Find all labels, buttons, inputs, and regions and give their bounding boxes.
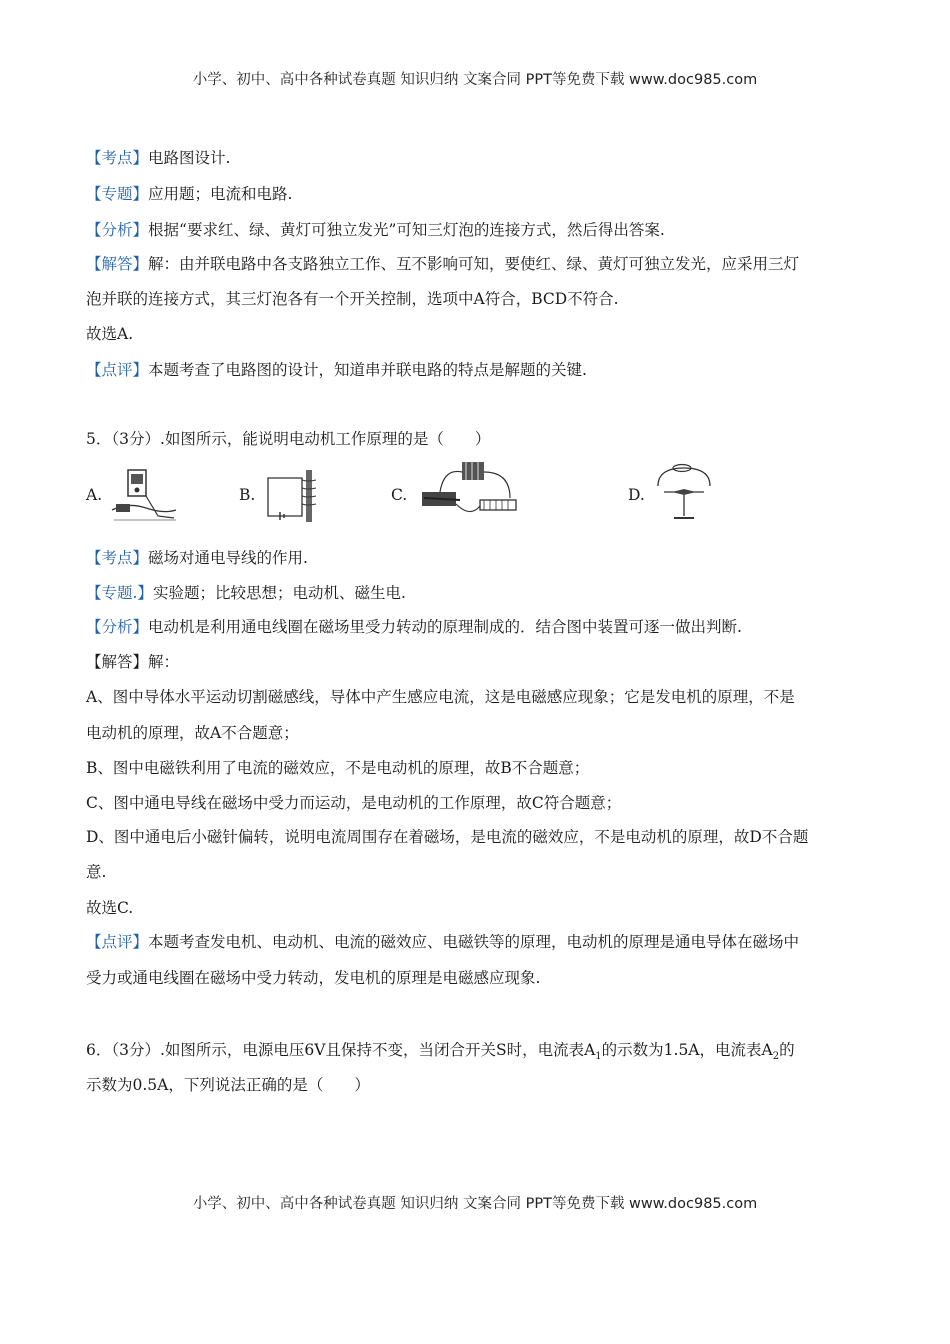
- q5-option-c-label: C.: [391, 486, 408, 504]
- q4-conclusion: 故选A.: [86, 325, 134, 343]
- q6-stem-part-b: 的示数为1.5A，电流表A: [601, 1041, 773, 1059]
- q6-stem-part-c: 的: [779, 1041, 795, 1059]
- dianping-text-1: 本题考查发电机、电动机、电流的磁效应、电磁铁等的原理，电动机的原理是通电导体在磁场中: [148, 933, 800, 951]
- zhuanti-tag: 【专题.】: [86, 584, 153, 602]
- page-header: 小学、初中、高中各种试卷真题 知识归纳 文案合同 PPT等免费下载 www.doc985.com: [192, 72, 758, 88]
- q4-kaodian: [86, 146, 230, 168]
- zhuanti-text: 实验题；比较思想；电动机、磁生电.: [152, 584, 406, 602]
- figure-b-electromagnet: [262, 466, 326, 526]
- figure-a-generator: [108, 466, 180, 526]
- q4-jieda-line2: 泡并联的连接方式，其三灯泡各有一个开关控制，选项中A符合，BCD不符合.: [86, 290, 619, 308]
- q5-answer-d-line1: D、图中通电后小磁针偏转，说明电流周围存在着磁场，是电流的磁效应，不是电动机的原理，故D不合题: [86, 828, 809, 846]
- q5-answer-d-line2: 意.: [86, 863, 107, 881]
- q4-dianping: [86, 358, 587, 380]
- q5-stem: 5．（3分）.如图所示，能说明电动机工作原理的是（ ）: [86, 430, 491, 448]
- fenxi-tag: 【分析】: [86, 221, 149, 239]
- fenxi-text: 电动机是利用通电线圈在磁场里受力转动的原理制成的．结合图中装置可逐一做出判断.: [148, 618, 742, 636]
- q4-jieda: [86, 252, 799, 274]
- q5-kaodian: [86, 546, 308, 568]
- q5-option-d-label: D.: [628, 486, 645, 504]
- q6-stem-line1: [86, 1038, 795, 1062]
- zhuanti-text: 应用题；电流和电路.: [148, 185, 293, 203]
- q5-conclusion: 故选C.: [86, 899, 134, 917]
- dianping-tag: 【点评】: [86, 933, 149, 951]
- q6-stem-part-a: 6．（3分）.如图所示，电源电压6V且保持不变，当闭合开关S时，电流表A: [86, 1041, 596, 1059]
- q5-dianping-line2: 受力或通电线圈在磁场中受力转动，发电机的原理是电磁感应现象.: [86, 969, 541, 987]
- q5-option-b-label: B.: [239, 486, 256, 504]
- figure-c-motor-principle: [414, 458, 524, 522]
- q5-answer-b: B、图中电磁铁利用了电流的磁效应，不是电动机的原理，故B不合题意；: [86, 759, 590, 777]
- figure-d-oersted: [654, 462, 714, 524]
- kaodian-tag: 【考点】: [86, 149, 149, 167]
- q5-option-a-label: A.: [86, 486, 103, 504]
- kaodian-text: 磁场对通电导线的作用.: [148, 549, 308, 567]
- dianping-tag: 【点评】: [86, 361, 149, 379]
- jieda-tag: 【解答】: [86, 255, 149, 273]
- kaodian-text: 电路图设计.: [148, 149, 231, 167]
- jieda-text-1: 解：由并联电路中各支路独立工作、互不影响可知，要使红、绿、黄灯可独立发光，应采用三灯: [148, 255, 800, 273]
- q4-fenxi: [86, 218, 665, 240]
- q5-jieda-label: 【解答】解：: [86, 653, 180, 671]
- dianping-text: 本题考查了电路图的设计，知道串并联电路的特点是解题的关键.: [148, 361, 587, 379]
- q5-dianping: [86, 930, 799, 952]
- kaodian-tag: 【考点】: [86, 549, 149, 567]
- fenxi-text: 根据“要求红、绿、黄灯可独立发光”可知三灯泡的连接方式，然后得出答案.: [148, 221, 665, 239]
- zhuanti-tag: 【专题】: [86, 185, 149, 203]
- q5-zhuanti: [86, 581, 406, 603]
- q6-stem-line2: 示数为0.5A，下列说法正确的是（ ）: [86, 1076, 370, 1094]
- q5-answer-a-line2: 电动机的原理，故A不合题意；: [86, 724, 299, 742]
- q5-fenxi: [86, 615, 742, 637]
- fenxi-tag: 【分析】: [86, 618, 149, 636]
- a1-subscript: 1: [595, 1051, 602, 1063]
- q5-answer-a-line1: A、图中导体水平运动切割磁感线，导体中产生感应电流，这是电磁感应现象；它是发电机的原理，不是: [86, 688, 795, 706]
- q4-zhuanti: [86, 182, 292, 204]
- page-footer: 小学、初中、高中各种试卷真题 知识归纳 文案合同 PPT等免费下载 www.doc985.com: [192, 1196, 758, 1212]
- q5-answer-c: C、图中通电导线在磁场中受力而运动，是电动机的工作原理，故C符合题意；: [86, 794, 622, 812]
- a2-subscript: 2: [772, 1051, 780, 1063]
